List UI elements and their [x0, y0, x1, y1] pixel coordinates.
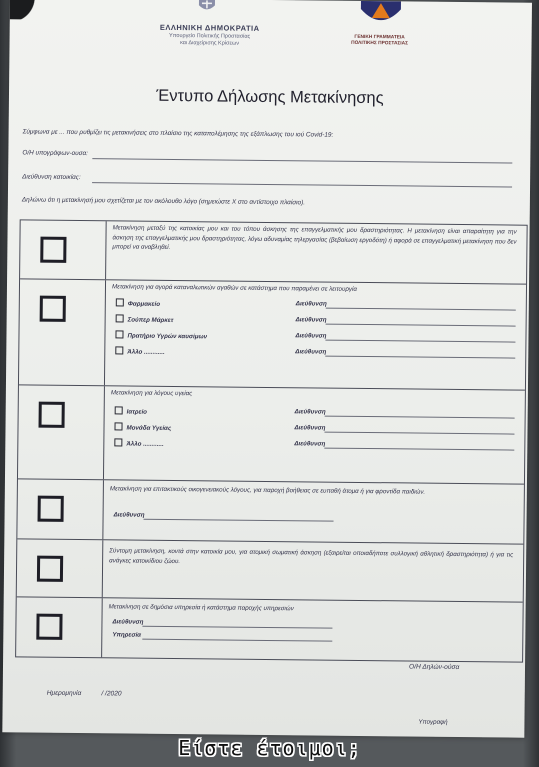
- reason-exercise: [17, 538, 524, 601]
- reason-shopping: [19, 278, 526, 389]
- reason-public-service: [16, 596, 523, 661]
- option-pharmacy[interactable]: Φαρμακείο: [116, 298, 160, 307]
- reason-work: [20, 220, 527, 283]
- reason-shopping-text: Μετακίνηση για αγορά καταναλωτικών αγαθών σε κατάστημα που παραμένει σε λειτουργία: [111, 283, 357, 293]
- date-row[interactable]: [47, 690, 122, 698]
- service-name-label: Υπηρεσία: [112, 631, 142, 639]
- option-health-unit[interactable]: Μονάδα Υγείας: [114, 422, 171, 432]
- home-address-label: Διεύθυνση κατοικίας:: [22, 173, 81, 182]
- signature-label: Υπογραφή: [418, 718, 448, 726]
- general-secretariat-name: ΓΕΝΙΚΗ ΓΡΑΜΜΑΤΕΙΑ ΠΟΛΙΤΙΚΗΣ ΠΡΟΣΤΑΣΙΑΣ: [351, 34, 409, 47]
- republic-name: ΕΛΛΗΝΙΚΗ ΔΗΜΟΚΡΑΤΙΑ: [159, 22, 260, 33]
- finger-shadow: [10, 0, 44, 20]
- shopping-address-field-1[interactable]: [326, 308, 516, 311]
- reason-work-text: Μετακίνηση μεταξύ της κατοικίας μου και του τόπου άσκησης της επαγγελματικής μου δραστηριότητας. Η μετακίνηση είναι απαραίτητη για την άσκηση της επαγγελματικής μου δραστηριότητας, λόγω αδυναμίας τηλεργασίας (βεβαίωση εργοδότη) ή αφορά σε επαγγελματική μετακίνηση που δεν μπορεί να αναβληθεί.: [112, 224, 517, 252]
- form-title: Έντυπο Δήλωσης Μετακίνησης: [156, 86, 384, 108]
- caption-overlay: Είστε έτοιμοι;: [178, 736, 361, 760]
- option-health-other[interactable]: Άλλο ............: [114, 438, 163, 448]
- date-value[interactable]: / /2020: [101, 690, 122, 698]
- health-address-field-3[interactable]: [324, 448, 514, 451]
- option-fuel-station[interactable]: Πρατήριο Υγρών καυσίμων: [115, 330, 207, 340]
- reason-health: [18, 384, 525, 483]
- signer-name-label: Ο/Η υπογράφων-ουσα:: [22, 149, 89, 158]
- reason-health-text: Μετακίνηση για λόγους υγείας: [110, 389, 193, 398]
- family-address-label: Διεύθυνση: [113, 511, 145, 519]
- service-name-field[interactable]: [142, 639, 332, 642]
- reason-public-service-text: Μετακίνηση σε δημόσια υπηρεσία ή κατάστημα παροχής υπηρεσιών: [108, 603, 294, 613]
- date-label: Ημερομηνία: [46, 689, 82, 698]
- option-supermarket[interactable]: Σούπερ Μάρκετ: [116, 314, 174, 324]
- civil-protection-logo-icon: [356, 1, 406, 26]
- option-shopping-other-checkbox[interactable]: [115, 346, 123, 354]
- shopping-address-field-2[interactable]: [326, 324, 516, 327]
- option-shopping-other[interactable]: Άλλο ............: [115, 346, 164, 356]
- service-address-label: Διεύθυνση: [112, 618, 144, 626]
- shopping-address-field-3[interactable]: [325, 340, 515, 343]
- health-address-label-3: Διεύθυνση: [294, 440, 326, 448]
- reason-health-checkbox[interactable]: [39, 402, 65, 428]
- declaration-text: Δηλώνω ότι η μετακίνησή μου σχετίζεται με τον ακόλουθο λόγο (σημειώστε Χ στο αντίστοιχο πλαίσιο).: [21, 196, 306, 207]
- reason-public-service-checkbox[interactable]: [36, 614, 62, 640]
- reason-shopping-checkbox[interactable]: [40, 296, 66, 322]
- option-pharmacy-checkbox[interactable]: [116, 298, 124, 306]
- option-doctor-checkbox[interactable]: [115, 406, 123, 414]
- home-address-field[interactable]: [92, 182, 512, 187]
- shopping-address-label-4: Διεύθυνση: [295, 348, 327, 356]
- option-supermarket-checkbox[interactable]: [116, 314, 124, 322]
- shopping-address-label-1: Διεύθυνση: [295, 300, 327, 308]
- service-address-field[interactable]: [142, 626, 332, 629]
- family-address-field[interactable]: [144, 519, 334, 522]
- signer-name-field[interactable]: [92, 158, 512, 163]
- ministry-name: Υπουργείο Πολιτικής Προστασίας και Διαχείρισης Κρίσεων: [169, 32, 251, 47]
- reason-family: [17, 478, 524, 543]
- greek-coat-of-arms-icon: [196, 0, 218, 11]
- reason-exercise-text: Σύντομη μετακίνηση, κοντά στην κατοικία μου, για ατομική σωματική άσκηση (εξαιρείται οποιαδήποτε συλλογική αθλητική δραστηριότητα) ή για τις ανάγκες κατοικίδιου ζώου.: [109, 547, 514, 565]
- reason-work-checkbox[interactable]: [40, 237, 66, 263]
- option-fuel-station-checkbox[interactable]: [115, 330, 123, 338]
- health-address-label-1: Διεύθυνση: [294, 408, 326, 416]
- health-address-field-1[interactable]: [325, 416, 515, 419]
- health-address-label-2: Διεύθυνση: [294, 424, 326, 432]
- shopping-address-label-3: Διεύθυνση: [295, 332, 327, 340]
- reason-family-text: Μετακίνηση για επιτακτικούς οικογενειακούς λόγους, για παροχή βοήθειας σε ευπαθή άτομα ή για φροντίδα παιδιών.: [109, 485, 426, 496]
- option-doctor[interactable]: Ιατρείο: [115, 406, 147, 415]
- shopping-address-label-2: Διεύθυνση: [295, 316, 327, 324]
- shopping-address-field-4[interactable]: [325, 356, 515, 359]
- health-address-field-2[interactable]: [324, 432, 514, 435]
- option-health-unit-checkbox[interactable]: [114, 422, 122, 430]
- option-health-other-checkbox[interactable]: [114, 438, 122, 446]
- form-intro: Σύμφωνα με ... που ρυθμίζει τις μετακινήσεις στο πλαίσιο της καταπολέμησης της εξάπλωσης του ιού Covid-19:: [22, 128, 334, 139]
- reason-family-checkbox[interactable]: [38, 496, 64, 522]
- reason-exercise-checkbox[interactable]: [37, 556, 63, 582]
- signer-label: Ο/Η Δηλών-ούσα: [408, 663, 460, 672]
- reasons-table: [15, 219, 528, 662]
- movement-declaration-form: [2, 0, 532, 738]
